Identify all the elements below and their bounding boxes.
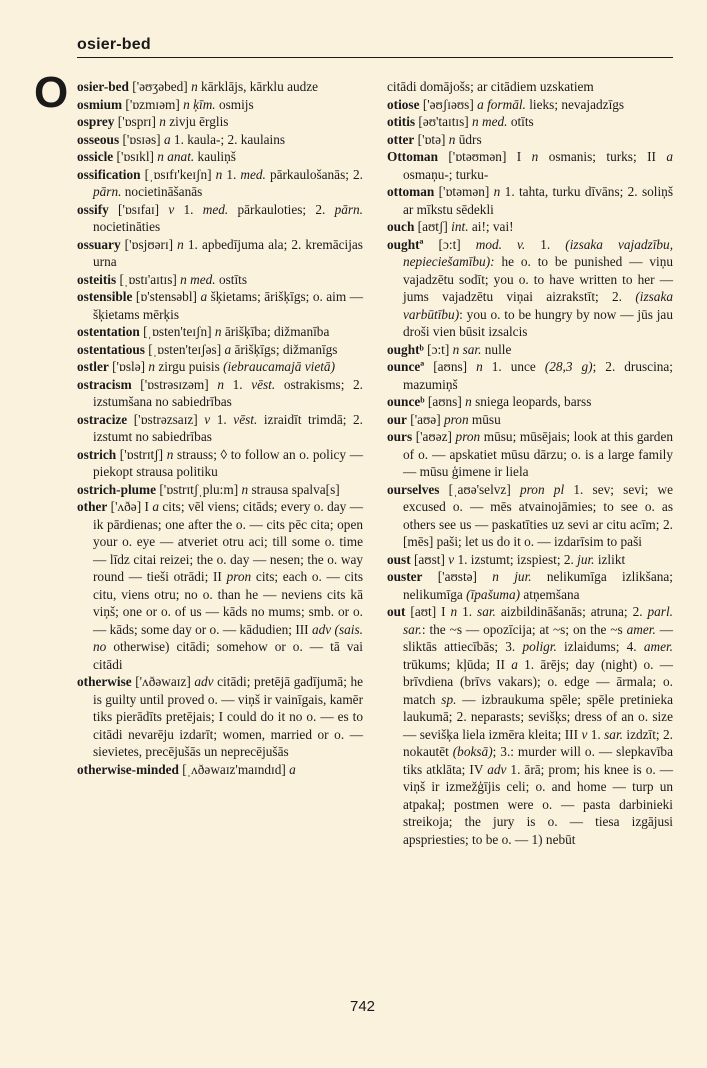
entry-text: pārkaulošanās; 2. [265, 166, 363, 182]
entry-headword: osteitis [77, 271, 117, 287]
entry-text: ūdrs [455, 131, 482, 147]
entry-text: ostīts [215, 271, 248, 287]
entry-headword: ostentatious [77, 341, 145, 357]
entry-text: cits; each o. — cits citu, viens otru; no o. than he — neviens cits kā viņš; one or o. of us — kāds no mums; smb. or o. — kāds; some day or o. — kādudien; III [93, 569, 363, 637]
entry-text: n [476, 359, 483, 374]
right-column [387, 78, 673, 848]
entry-text: a [511, 656, 518, 672]
dictionary-entry [387, 78, 673, 96]
entry-text: a [289, 761, 296, 777]
entry-text: zirgu puisis [155, 359, 224, 374]
entry-text: — izbraukuma spēle; spēle pretinieka laukumā; 2. neparasts; sevišķs; dress of an o. size — sevišķa liela izmēra kleita; III [403, 691, 673, 742]
dictionary-entry [77, 761, 363, 779]
entry-headword: otter [387, 131, 415, 147]
entry-text: pron pl [519, 481, 565, 497]
entry-text: n [450, 604, 458, 619]
entry-text: poligr. [522, 639, 557, 654]
entry-text: a [163, 131, 171, 147]
entry-headword: ounceᵇ [387, 394, 425, 409]
entry-pronunciation: ['əʊʒəbed] [128, 79, 192, 94]
entry-headword: ostentation [77, 324, 140, 339]
entry-headword: ostensible [77, 289, 133, 304]
entry-pronunciation: [ˌɒstɪ'aɪtɪs] [116, 271, 181, 287]
entry-text: I [144, 499, 153, 514]
entry-text: nocietināšanās [121, 184, 203, 199]
entry-headword: oughtᵇ [387, 341, 424, 357]
entry-text: n [493, 184, 501, 199]
entry-text: n anat. [157, 149, 195, 164]
entry-headword: otitis [387, 114, 416, 129]
dictionary-entry [387, 603, 673, 848]
entry-text: a [200, 289, 208, 304]
entry-pronunciation: ['aʊə] [406, 411, 444, 427]
dictionary-entry [77, 113, 363, 131]
entry-pronunciation: [aʊns] [424, 359, 477, 374]
entry-text: pron [443, 411, 469, 427]
dictionary-entry [387, 148, 673, 183]
entry-headword: ourselves [387, 481, 440, 497]
dictionary-entry [77, 201, 363, 236]
entry-text: nocietināties [93, 219, 161, 234]
entry-text: vēst. [251, 376, 276, 392]
entry-text: : you o. to be hungry by now — jūs jau droši vien būsit izsalcis [403, 306, 673, 339]
entry-text: 1. [587, 726, 605, 742]
dictionary-entry [77, 148, 363, 166]
entry-pronunciation: ['aʊstə] [422, 569, 493, 584]
entry-text: zivju ērglis [165, 114, 229, 129]
dictionary-entry [387, 341, 673, 359]
entry-text: kauliņš [194, 149, 236, 164]
entry-pronunciation: ['ɒtəʊmən] [437, 149, 517, 164]
entry-text: adv [194, 674, 214, 689]
entry-pronunciation: [ˌʌðəwaɪz'maɪndɪd] [178, 761, 290, 777]
running-header: osier-bed [77, 36, 151, 53]
entry-text: (boksā) [452, 744, 493, 759]
dictionary-entry [387, 218, 673, 236]
entry-headword: osier-bed [77, 79, 129, 94]
entry-text: ; 2. druscina; mazumiņš [403, 359, 674, 392]
entry-text: 1. [210, 411, 234, 427]
entry-text: otherwise) citādi; somehow or o. — tā vai citādi [93, 639, 363, 672]
dictionary-entry [387, 96, 673, 114]
entry-text: aizbildināšanās; atruna; 2. [495, 604, 648, 619]
entry-text: n [241, 481, 249, 497]
entry-text: med. [202, 201, 229, 217]
entry-text: jur. [577, 551, 595, 567]
entry-pronunciation: [ɔ:t] [423, 236, 476, 252]
dictionary-entry [387, 568, 673, 603]
entry-headword: ottoman [387, 184, 435, 199]
entry-text: 1. ārējs; day (night) o. — brīvdiena (brīvs vakars); o. edge — ārmala; o. match [403, 656, 673, 707]
entry-pronunciation: ['ɒsjʊərɪ] [120, 236, 178, 252]
left-column [77, 78, 363, 778]
dictionary-entry [77, 323, 363, 341]
entry-headword: other [77, 499, 108, 514]
entry-pronunciation: ['ɒtə] [414, 131, 449, 147]
dictionary-entry [387, 411, 673, 429]
entry-headword: osseous [77, 131, 120, 147]
entry-text: n [448, 131, 456, 147]
entry-text: šķietams; ārišķīgs; o. aim — šķietams mērķis [93, 289, 363, 322]
entry-text: amer. [626, 621, 656, 637]
entry-pronunciation: [əʊ'taɪtɪs] [415, 114, 473, 129]
entry-pronunciation: ['ɒsɪəs] [119, 131, 164, 147]
entry-text: (iebraucamajā vietā) [223, 359, 336, 374]
entry-pronunciation: [aʊst] [410, 551, 449, 567]
header-rule [77, 57, 673, 58]
entry-text: lieks; nevajadzīgs [525, 96, 625, 112]
entry-text: he o. to be punished — viņu vajadzētu sodīt; you o. to have written to her — jums vajadzētu viņai aizrakstīt; 2. [403, 254, 673, 304]
dictionary-entry [77, 358, 363, 376]
entry-text: 1. izstumt; izspiest; 2. [454, 551, 578, 567]
dictionary-entry [387, 236, 673, 341]
entry-pronunciation: [ˌaʊə'selvz] [439, 481, 520, 497]
entry-text: izdzīt; 2. nokautēt [403, 726, 673, 759]
entry-text: kārklājs, kārklu audze [197, 79, 319, 94]
entry-text: sp. [441, 691, 457, 707]
entry-text: sar. [604, 726, 623, 742]
entry-headword: ouster [387, 569, 423, 584]
entry-pronunciation: ['ɒtəmən] [434, 184, 494, 199]
entry-text: n [191, 79, 198, 94]
entry-pronunciation: [aʊtʃ] [414, 219, 452, 234]
entry-text: 1. ārā; prom; his knee is o. — viņš ir izmežģījis celi; o. and home — turp un atpakaļ; postmen were o. — pasta darbinieki streikoja; the jury is o. — tiesa izgājusi apspriesties; to be o. — 1) nebūt [403, 761, 673, 847]
entry-text: n [217, 376, 224, 392]
entry-headword: ostrich [77, 446, 117, 462]
entry-text: strauss; ◊ to follow an o. policy — piekopt strausa politiku [93, 446, 363, 479]
entry-text: ostrakisms; 2. izstumšana no sabiedrības [93, 376, 363, 409]
entry-pronunciation: ['əʊʃɪəʊs] [419, 96, 478, 112]
entry-text: a [152, 499, 159, 514]
dictionary-entry [77, 673, 363, 761]
entry-headword: ossuary [77, 236, 121, 252]
entry-text: 1. kaula-; 2. kaulains [170, 131, 286, 147]
page-number: 742 [350, 998, 376, 1015]
entry-pronunciation: ['ɒstrəsɪzəm] [131, 376, 218, 392]
entry-pronunciation: [ˌɒsten'teɪʃəs] [144, 341, 225, 357]
entry-text: n [166, 446, 174, 462]
entry-headword: ostrich-plume [77, 481, 157, 497]
entry-text: izlikt [594, 551, 626, 567]
entry-text: izraidīt trimdā; 2. izstumt no sabiedrības [93, 411, 363, 444]
entry-text: sniega leopards, barss [471, 394, 592, 409]
dictionary-entry [77, 411, 363, 446]
entry-text: cits; vēl viens; citāds; every o. day — ik pārdienas; one after the o. — cits pēc cita; open your o. eye — atveriet otru aci; till some o. time — līdz citai reizei; the o. day — nesen; the o. way round — tieši otrādi; II [93, 499, 363, 584]
dictionary-entry [387, 131, 673, 149]
entry-headword: ossification [77, 166, 141, 182]
entry-text: ārišķīgs; dižmanīgs [231, 341, 338, 357]
entry-text: — sliktās attiecībās; 3. [403, 621, 674, 654]
entry-pronunciation: ['ɒstrɪtʃˌplu:m] [156, 481, 242, 497]
entry-text: osmanis; turks; II [538, 149, 667, 164]
entry-text: med. [240, 166, 266, 182]
entry-text: atņemšana [520, 586, 580, 602]
entry-text: n [214, 324, 222, 339]
entry-text: 1. [525, 236, 566, 252]
entry-text: pron [455, 429, 481, 444]
dictionary-entry [77, 288, 363, 323]
entry-text: n [148, 359, 156, 374]
dictionary-entry [77, 166, 363, 201]
entry-text: mūsu [468, 411, 501, 427]
entry-text: 1. unce [482, 359, 545, 374]
entry-text: a [666, 149, 673, 164]
entry-text: mūsu; mūsējais; look at this garden of o. — apskatiet mūsu dārzu; o. is a large family — mūsu ģimene ir liela [403, 429, 674, 479]
entry-text: pron [226, 569, 252, 584]
dictionary-entry [77, 481, 363, 499]
dictionary-entry [77, 271, 363, 289]
entry-pronunciation: [ɒ'stensəbl] [132, 289, 201, 304]
entry-headword: Ottoman [387, 149, 438, 164]
entry-text: 1. [223, 376, 252, 392]
entry-text: nulle [481, 341, 512, 357]
dictionary-entry [77, 341, 363, 359]
entry-headword: osprey [77, 114, 115, 129]
entry-text: trūkums; kļūda; II [403, 656, 512, 672]
dictionary-entry [387, 551, 673, 569]
entry-text: izlaidums; 4. [556, 639, 644, 654]
entry-pronunciation: ['ɒstrəzsaɪz] [127, 411, 205, 427]
entry-text: pārkauloties; 2. [228, 201, 335, 217]
entry-text: n [215, 166, 223, 182]
entry-text: (īpašuma) [466, 586, 521, 602]
entry-text: 1. [457, 604, 478, 619]
entry-text: n ķīm. [183, 96, 216, 112]
entry-text: adv [487, 761, 507, 777]
entry-headword: oust [387, 551, 411, 567]
entry-text: n med. [180, 271, 216, 287]
entry-text: ; 3.: murder will o. — slepkavība tiks atklāta; IV [403, 744, 673, 777]
entry-pronunciation: [aʊns] [424, 394, 466, 409]
entry-pronunciation: ['ɒsɪkl] [113, 149, 158, 164]
entry-pronunciation: ['ʌðə] [107, 499, 145, 514]
dictionary-entry [77, 78, 363, 96]
dictionary-entry [77, 376, 363, 411]
dictionary-entry [387, 428, 673, 481]
entry-pronunciation: ['ɒslə] [108, 359, 149, 374]
entry-headword: ossicle [77, 149, 114, 164]
dictionary-entry [387, 113, 673, 131]
entry-headword: ostracism [77, 376, 132, 392]
entry-text: a [224, 341, 232, 357]
entry-headword: osmium [77, 96, 123, 112]
entry-text: citādi domājošs; ar citādiem uzskatiem [387, 79, 594, 94]
entry-headword: ours [387, 429, 413, 444]
entry-text: I [441, 604, 451, 619]
dictionary-entry [387, 183, 673, 218]
entry-text: n jur. [492, 569, 532, 584]
entry-text: mod. v. [475, 236, 526, 252]
entry-text: ārišķība; dižmanība [221, 324, 330, 339]
entry-headword: ouch [387, 219, 415, 234]
entry-text: citādi; pretējā gadījumā; he is guilty until proved o. — viņš ir vainīgais, kamēr tiks pierādīts pretējais; I could do it no o. — es to citādi nevarēju izdarīt; women, married or o. — sievietes, precējušās un neprecējušās [93, 674, 364, 759]
dictionary-entry [387, 481, 673, 551]
entry-pronunciation: [ˌɒsɪfɪ'keɪʃn] [140, 166, 216, 182]
entry-headword: out [387, 604, 406, 619]
dictionary-entry [77, 498, 363, 673]
entry-text: 1. [174, 201, 203, 217]
entry-pronunciation: [aʊt] [405, 604, 442, 619]
entry-text: adv (sais. no [93, 621, 363, 654]
entry-text: (izsaka vajadzību, nepieciešamību): [403, 236, 674, 269]
entry-headword: ossify [77, 201, 109, 217]
entry-pronunciation: [ɔ:t] [423, 341, 453, 357]
entry-text: (28,3 g) [544, 359, 593, 374]
entry-text: v [448, 551, 455, 567]
entry-text: ai!; vai! [468, 219, 514, 234]
entry-text: 1. sev; sevi; we excused o. — mēs atvainojāmies; to see o. as others see us — paskatīties uz sevi ar citu acīm; 2. [mēs] paši; let us do it o. — izdarīsim to paši [403, 481, 673, 549]
entry-headword: ostracize [77, 411, 128, 427]
dictionary-entry [387, 393, 673, 411]
entry-text: 1. apbedījuma ala; 2. kremācijas urna [93, 236, 363, 269]
entry-pronunciation: ['ʌðəwaɪz] [131, 674, 195, 689]
entry-text: n [159, 114, 166, 129]
entry-text: v [581, 726, 588, 742]
entry-text: n [177, 236, 184, 252]
dictionary-entry [387, 358, 673, 393]
entry-headword: our [387, 411, 407, 427]
entry-text: n sar. [452, 341, 482, 357]
dictionary-entry [77, 236, 363, 271]
entry-headword: oughtª [387, 236, 424, 252]
entry-text: v [204, 411, 211, 427]
entry-text: a formāl. [477, 96, 526, 112]
entry-text: pārn. [93, 184, 122, 199]
entry-pronunciation: ['aʊəz] [412, 429, 456, 444]
entry-pronunciation: [ˌɒsten'teɪʃn] [139, 324, 215, 339]
entry-text: : the ~s — opozīcija; at ~s; on the ~s [421, 621, 627, 637]
entry-text: osmaņu-; turku- [403, 166, 489, 182]
entry-text: vēst. [233, 411, 258, 427]
entry-pronunciation: ['ɒstrɪtʃ] [116, 446, 167, 462]
entry-text: sar. [477, 604, 496, 619]
entry-headword: ostler [77, 359, 109, 374]
entry-pronunciation: ['ɒsɪfaɪ] [108, 201, 169, 217]
entry-text: osmijs [215, 96, 254, 112]
section-letter: O [34, 68, 69, 117]
entry-headword: ounceª [387, 359, 425, 374]
dictionary-entry [77, 131, 363, 149]
dictionary-entry [77, 96, 363, 114]
entry-pronunciation: ['ɒzmɪəm] [122, 96, 184, 112]
entry-text: parl. sar. [403, 604, 673, 637]
entry-text: v [168, 201, 175, 217]
entry-pronunciation: ['ɒsprɪ] [114, 114, 160, 129]
entry-text: 1. tahta, turku dīvāns; 2. soliņš ar mīkstu sēdekli [403, 184, 674, 217]
entry-headword: otherwise [77, 674, 132, 689]
entry-text: strausa spalva[s] [248, 481, 340, 497]
entry-text: I [516, 149, 532, 164]
entry-text: otīts [507, 114, 534, 129]
entry-text: n [465, 394, 472, 409]
entry-text: nelikumīga izlikšana; nelikumīga [403, 569, 673, 602]
entry-text: (izsaka varbūtību) [403, 289, 673, 322]
entry-headword: otiose [387, 96, 420, 112]
entry-text: int. [451, 219, 469, 234]
entry-text: amer. [643, 639, 673, 654]
entry-text: n med. [472, 114, 508, 129]
entry-headword: otherwise-minded [77, 761, 179, 777]
entry-text: pārn. [334, 201, 364, 217]
entry-text: 1. [222, 166, 241, 182]
entry-text: n [531, 149, 539, 164]
dictionary-entry [77, 446, 363, 481]
